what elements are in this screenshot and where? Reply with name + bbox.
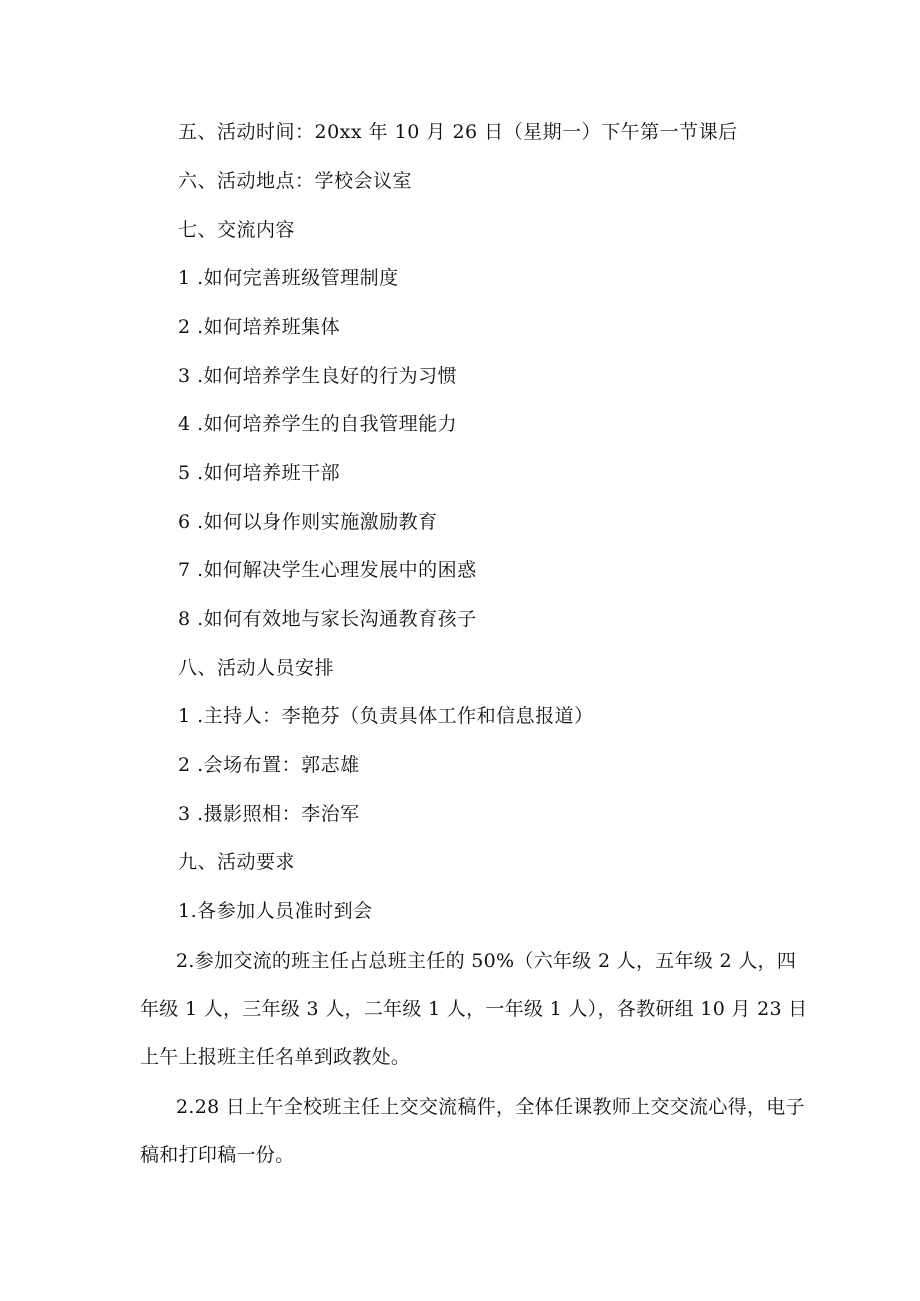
content-item-3: 3 .如何培养学生良好的行为习惯 [178,365,458,387]
section-5-activity-time: 五、活动时间：20xx 年 10 月 26 日（星期一）下午第一节课后 [178,121,738,143]
staff-item-3: 3 .摄影照相：李治军 [178,803,360,825]
content-item-6: 6 .如何以身作则实施激励教育 [178,511,438,533]
requirement-paragraph-2: 2.参加交流的班主任占总班主任的 50%（六年级 2 人，五年级 2 人，四年级 1 人，三年级 3 人，二年级 1 人，一年级 1 人），各教研组 10 月 23 日上午上报班主任名单到政教处。 [140,950,808,1068]
section-8-heading: 八、活动人员安排 [178,657,335,679]
content-item-7: 7 .如何解决学生心理发展中的困惑 [178,559,477,581]
content-item-8: 8 .如何有效地与家长沟通教育孩子 [178,608,477,630]
section-6-activity-location: 六、活动地点：学校会议室 [178,170,413,192]
content-item-1: 1 .如何完善班级管理制度 [178,267,399,289]
content-item-5: 5 .如何培养班干部 [178,462,341,484]
content-item-2: 2 .如何培养班集体 [178,316,341,338]
content-item-4: 4 .如何培养学生的自我管理能力 [178,413,458,435]
section-9-heading: 九、活动要求 [178,851,296,873]
requirement-item-1: 1.各参加人员准时到会 [178,900,373,922]
requirement-paragraph-3: 2.28 日上午全校班主任上交交流稿件，全体任课教师上交交流心得，电子稿和打印稿一份。 [140,1096,805,1166]
staff-item-1: 1 .主持人：李艳芬（负责具体工作和信息报道） [178,705,594,727]
section-7-heading: 七、交流内容 [178,219,296,241]
staff-item-2: 2 .会场布置：郭志雄 [178,754,360,776]
